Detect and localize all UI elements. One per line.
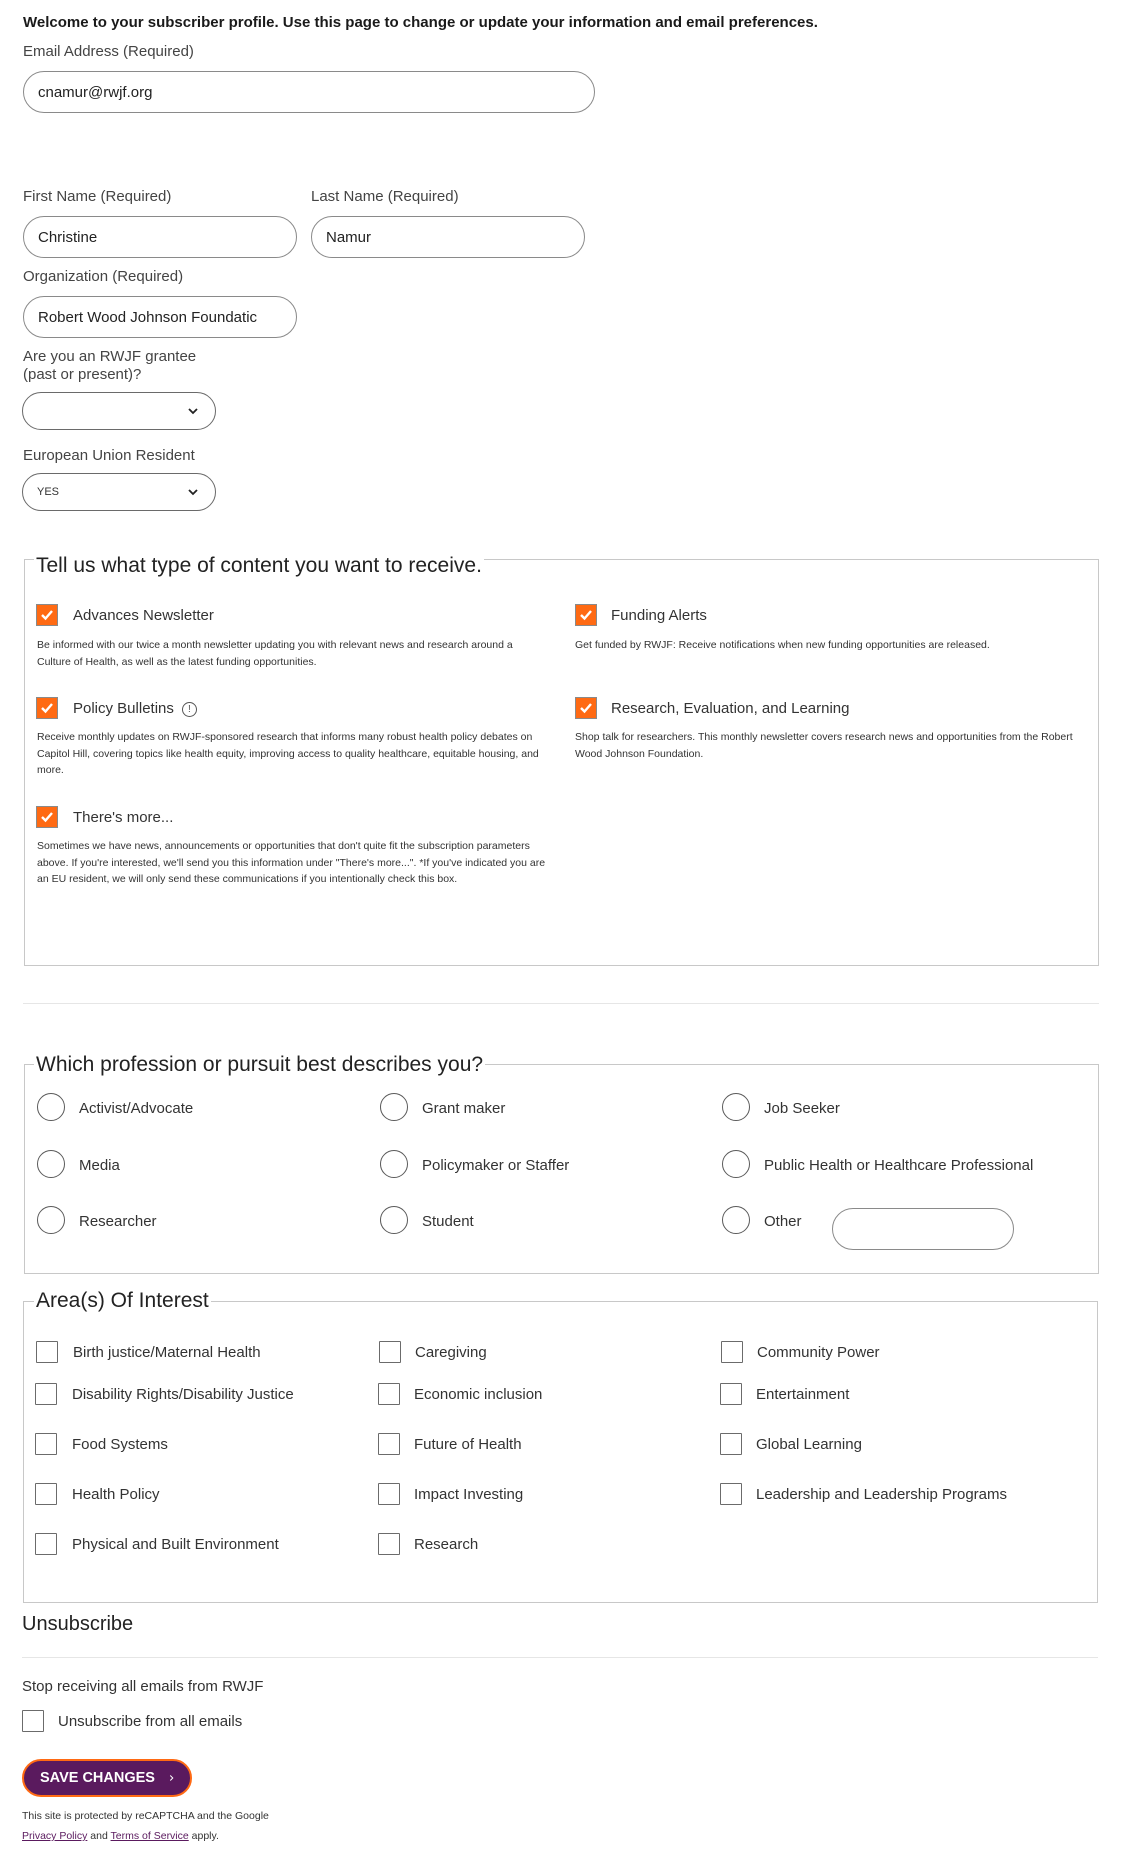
- policy-bulletins-title-row: [73, 700, 197, 717]
- label-activist-advocate: Activist/Advocate: [79, 1100, 194, 1117]
- label-economic-inclusion: Economic inclusion: [414, 1386, 543, 1403]
- label-public-health: Public Health or Healthcare Professional: [764, 1157, 1034, 1174]
- recaptcha-and: and: [90, 1830, 108, 1842]
- theres-more-title: There's more...: [73, 809, 174, 826]
- checkbox-global-learning[interactable]: [720, 1433, 742, 1455]
- label-job-seeker: Job Seeker: [764, 1100, 840, 1117]
- funding-alerts-title: Funding Alerts: [611, 607, 707, 624]
- radio-activist-advocate[interactable]: [37, 1093, 65, 1121]
- checkmark-icon: [40, 608, 54, 622]
- checkbox-caregiving[interactable]: [379, 1341, 401, 1363]
- email-label: Email Address (Required): [23, 43, 194, 60]
- last-name-input[interactable]: [311, 216, 585, 258]
- funding-alerts-checkbox[interactable]: [575, 604, 597, 626]
- grantee-label-line2: (past or present)?: [23, 366, 142, 383]
- label-researcher: Researcher: [79, 1213, 157, 1230]
- welcome-text: Welcome to your subscriber profile. Use this page to change or update your information and email preferences.: [23, 14, 818, 31]
- label-research: Research: [414, 1536, 479, 1553]
- content-legend: Tell us what type of content you want to receive.: [36, 554, 482, 577]
- eu-resident-select[interactable]: [22, 473, 216, 511]
- checkmark-icon: [40, 701, 54, 715]
- radio-researcher[interactable]: [37, 1206, 65, 1234]
- first-name-label: First Name (Required): [23, 188, 172, 205]
- label-policymaker: Policymaker or Staffer: [422, 1157, 570, 1174]
- label-caregiving: Caregiving: [415, 1344, 487, 1361]
- radio-policymaker[interactable]: [380, 1150, 408, 1178]
- interests-legend: Area(s) Of Interest: [36, 1289, 209, 1312]
- checkmark-icon: [579, 701, 593, 715]
- unsubscribe-divider: [22, 1657, 1098, 1658]
- label-physical-environment: Physical and Built Environment: [72, 1536, 279, 1553]
- radio-media[interactable]: [37, 1150, 65, 1178]
- terms-of-service-link[interactable]: Terms of Service: [110, 1830, 189, 1842]
- checkbox-entertainment[interactable]: [720, 1383, 742, 1405]
- chevron-down-icon: [185, 484, 201, 500]
- label-health-policy: Health Policy: [72, 1486, 160, 1503]
- save-changes-button[interactable]: [22, 1759, 192, 1797]
- advances-newsletter-checkbox[interactable]: [36, 604, 58, 626]
- email-input[interactable]: [23, 71, 595, 113]
- first-name-input[interactable]: [23, 216, 297, 258]
- recaptcha-apply: apply.: [191, 1830, 219, 1842]
- label-other: Other: [764, 1213, 802, 1230]
- unsubscribe-checkbox[interactable]: [22, 1710, 44, 1732]
- advances-newsletter-desc: Be informed with our twice a month newsletter updating you with relevant news and research around a Culture of Health, as well as the latest funding opportunities.: [37, 639, 513, 668]
- grantee-select[interactable]: [22, 392, 216, 430]
- checkbox-future-of-health[interactable]: [378, 1433, 400, 1455]
- recaptcha-links: [22, 1830, 219, 1842]
- label-impact-investing: Impact Investing: [414, 1486, 524, 1503]
- unsubscribe-checkbox-label: Unsubscribe from all emails: [58, 1713, 243, 1730]
- other-profession-input[interactable]: [832, 1208, 1014, 1250]
- checkbox-leadership[interactable]: [720, 1483, 742, 1505]
- label-community-power: Community Power: [757, 1344, 880, 1361]
- label-media: Media: [79, 1157, 120, 1174]
- radio-public-health[interactable]: [722, 1150, 750, 1178]
- save-changes-label: SAVE CHANGES: [40, 1770, 155, 1786]
- checkbox-birth-justice[interactable]: [36, 1341, 58, 1363]
- section-divider: [23, 1003, 1099, 1004]
- checkbox-physical-environment[interactable]: [35, 1533, 57, 1555]
- info-icon[interactable]: !: [182, 702, 197, 717]
- checkmark-icon: [579, 608, 593, 622]
- privacy-policy-link[interactable]: Privacy Policy: [22, 1830, 88, 1842]
- unsubscribe-subtext: Stop receiving all emails from RWJF: [22, 1678, 264, 1695]
- checkbox-disability-rights[interactable]: [35, 1383, 57, 1405]
- label-disability-rights: Disability Rights/Disability Justice: [72, 1386, 294, 1403]
- research-evaluation-checkbox[interactable]: [575, 697, 597, 719]
- profession-legend: Which profession or pursuit best describes you?: [36, 1053, 484, 1076]
- organization-input[interactable]: [23, 296, 297, 338]
- advances-newsletter-title: Advances Newsletter: [73, 607, 214, 624]
- label-global-learning: Global Learning: [756, 1436, 862, 1453]
- unsubscribe-heading: Unsubscribe: [22, 1613, 134, 1635]
- policy-bulletins-checkbox[interactable]: [36, 697, 58, 719]
- label-future-of-health: Future of Health: [414, 1436, 522, 1453]
- chevron-right-icon: [169, 1770, 174, 1786]
- checkbox-impact-investing[interactable]: [378, 1483, 400, 1505]
- checkbox-health-policy[interactable]: [35, 1483, 57, 1505]
- checkbox-food-systems[interactable]: [35, 1433, 57, 1455]
- theres-more-checkbox[interactable]: [36, 806, 58, 828]
- radio-student[interactable]: [380, 1206, 408, 1234]
- label-entertainment: Entertainment: [756, 1386, 850, 1403]
- last-name-label: Last Name (Required): [311, 188, 459, 205]
- checkbox-community-power[interactable]: [721, 1341, 743, 1363]
- label-leadership: Leadership and Leadership Programs: [756, 1486, 1007, 1503]
- label-birth-justice: Birth justice/Maternal Health: [73, 1344, 261, 1361]
- eu-resident-label: European Union Resident: [23, 447, 195, 464]
- funding-alerts-desc: Get funded by RWJF: Receive notifications when new funding opportunities are released.: [575, 639, 990, 651]
- organization-label: Organization (Required): [23, 268, 184, 285]
- checkbox-research[interactable]: [378, 1533, 400, 1555]
- research-evaluation-title: Research, Evaluation, and Learning: [611, 700, 850, 717]
- chevron-down-icon: [185, 403, 201, 419]
- research-evaluation-desc: Shop talk for researchers. This monthly newsletter covers research news and opportunities from the Robert Wood Johnson Foundation.: [575, 731, 1073, 760]
- radio-job-seeker[interactable]: [722, 1093, 750, 1121]
- radio-other[interactable]: [722, 1206, 750, 1234]
- policy-bulletins-desc: Receive monthly updates on RWJF-sponsored research that informs many robust health policy debates on Capitol Hill, covering topics like health equity, improving access to quality healthcare, equitable housing, and more.: [37, 731, 539, 776]
- eu-resident-select-value: YES: [37, 486, 60, 498]
- radio-grant-maker[interactable]: [380, 1093, 408, 1121]
- recaptcha-notice: This site is protected by reCAPTCHA and the Google: [22, 1810, 269, 1822]
- label-student: Student: [422, 1213, 474, 1230]
- policy-bulletins-title: Policy Bulletins: [73, 700, 174, 717]
- grantee-label-line1: Are you an RWJF grantee: [23, 348, 197, 365]
- label-food-systems: Food Systems: [72, 1436, 168, 1453]
- label-grant-maker: Grant maker: [422, 1100, 506, 1117]
- checkbox-economic-inclusion[interactable]: [378, 1383, 400, 1405]
- theres-more-desc: Sometimes we have news, announcements or opportunities that don't quite fit the subscription parameters above. If you're interested, we'll send you this information under "There's more...". *If you've indicated you are an EU resident, we will only send these communications if you intentionally check this box.: [37, 840, 546, 885]
- checkmark-icon: [40, 810, 54, 824]
